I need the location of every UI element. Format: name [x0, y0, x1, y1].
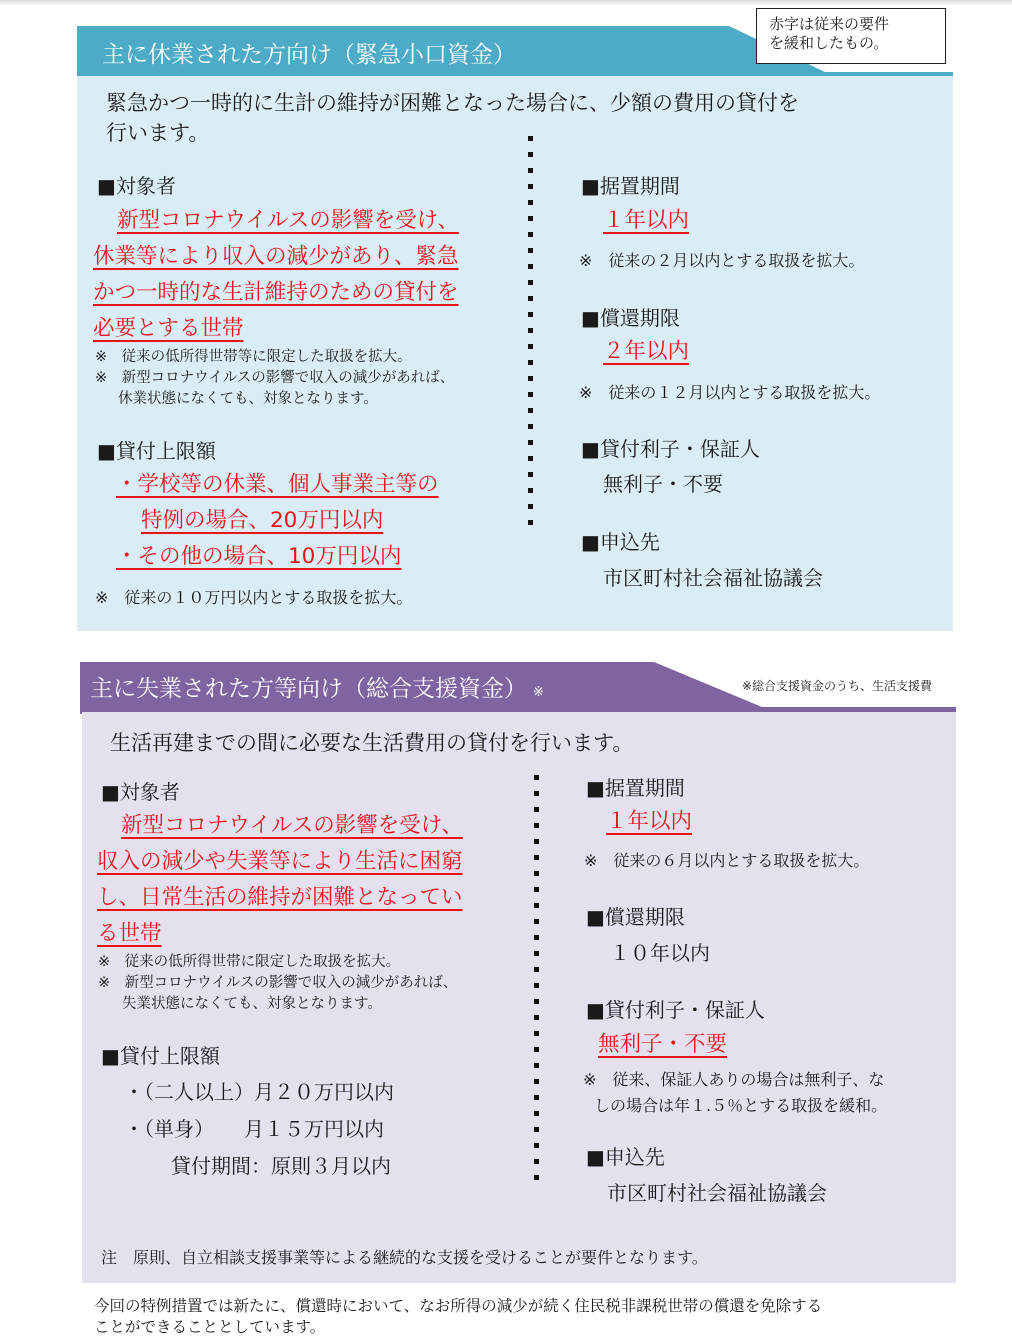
section1-apply-value: 市区町村社会福祉協議会 [603, 566, 823, 590]
section2-interest-value: 無利子・不要 [598, 1032, 728, 1057]
section2-limit-line: ・（二人以上）月２０万円以内 [124, 1080, 394, 1104]
section2-interest-note: しの場合は年１.５％とする取扱を緩和。 [594, 1096, 888, 1115]
section1-repayment-note: ※ 従来の１２月以内とする取扱を拡大。 [579, 383, 881, 402]
section2-interest-note: ※ 従来、保証人ありの場合は無利子、な [583, 1070, 885, 1089]
legend-note-line2: を緩和したもの。 [769, 34, 889, 52]
section2-target-note: 失業状態になくても、対象となります。 [122, 996, 382, 1012]
section2-target-line: 新型コロナウイルスの影響を受け、 [121, 813, 463, 838]
section2-deferment-value: １年以内 [606, 809, 693, 834]
section1-limit-line: 特例の場合、20万円以内 [141, 508, 384, 533]
section2-deferment-note: ※ 従来の６月以内とする取扱を拡大。 [584, 851, 870, 870]
section1-repayment-heading: ■償還期限 [581, 306, 680, 330]
bottom-note-line1: 今回の特例措置では新たに、償還時において、なお所得の減少が続く住民税非課税世帯の償還を免除する [94, 1297, 823, 1315]
section2-target-line: 収入の減少や失業等により生活に困窮 [97, 849, 463, 874]
section2-interest-heading: ■貸付利子・保証人 [586, 998, 765, 1022]
section2-target-note: ※ 新型コロナウイルスの影響で収入の減少があれば、 [98, 975, 458, 991]
section1-deferment-value: １年以内 [603, 208, 690, 233]
section1-interest-value: 無利子・不要 [603, 472, 723, 496]
section1-dotted-divider [528, 136, 533, 536]
section2-apply-heading: ■申込先 [586, 1145, 665, 1169]
section1-target-line: 休業等により収入の減少があり、緊急 [93, 244, 459, 269]
section1-target-note: ※ 新型コロナウイルスの影響で収入の減少があれば、 [95, 370, 455, 386]
section2-repayment-heading: ■償還期限 [586, 905, 685, 929]
section2-limit-heading: ■貸付上限額 [101, 1044, 220, 1068]
section1-limit-line: ・学校等の休業、個人事業主等の [116, 472, 439, 497]
section1-target-note: ※ 従来の低所得世帯等に限定した取扱を拡大。 [95, 349, 412, 365]
legend-note-line1: 赤字は従来の要件 [769, 15, 890, 33]
section2-target-heading: ■対象者 [101, 780, 180, 804]
top-edge-shadow [0, 0, 1012, 6]
section1-deferment-heading: ■据置期間 [581, 174, 680, 198]
section2-footnote: 注 原則、自立相談支援事業等による継続的な支援を受けることが要件となります。 [101, 1248, 708, 1267]
section2-apply-value: 市区町村社会福祉協議会 [607, 1181, 827, 1205]
section1-lead-line1: 緊急かつ一時的に生計の維持が困難となった場合に、少額の費用の貸付を [106, 91, 799, 115]
section2-dotted-divider [534, 775, 539, 1191]
section1-target-line: かつ一時的な生計維持のための貸付を [93, 280, 459, 305]
bottom-note [94, 1296, 822, 1338]
legend-note-box [756, 8, 946, 64]
section1-target-heading: ■対象者 [97, 174, 176, 198]
section1-title: 主に休業された方向け（緊急小口資金） [102, 42, 516, 68]
section1-target-line: 新型コロナウイルスの影響を受け、 [117, 208, 459, 233]
section2-target-note: ※ 従来の低所得世帯に限定した取扱を拡大。 [98, 954, 401, 970]
section2-title [90, 670, 544, 703]
section1-target-line: 必要とする世帯 [93, 316, 244, 341]
section1-limit-note: ※ 従来の１０万円以内とする取扱を拡大。 [95, 588, 413, 607]
section1-target-note: 休業状態になくても、対象となります。 [118, 391, 378, 407]
section2-limit-line: 貸付期間：原則３月以内 [171, 1154, 391, 1178]
section2-deferment-heading: ■据置期間 [586, 776, 685, 800]
section1-limit-line: ・その他の場合、10万円以内 [116, 544, 402, 569]
section1-limit-heading: ■貸付上限額 [97, 439, 216, 463]
section1-interest-heading: ■貸付利子・保証人 [581, 437, 760, 461]
section1-deferment-note: ※ 従来の２月以内とする取扱を拡大。 [579, 251, 865, 270]
section1-repayment-value: ２年以内 [603, 339, 690, 364]
section2-title-mark: ※ [533, 685, 544, 700]
section2-repayment-value: １０年以内 [610, 941, 710, 965]
section1-apply-heading: ■申込先 [581, 530, 660, 554]
section1-lead-line2: 行います。 [106, 121, 210, 145]
section2-target-line: し、日常生活の維持が困難となってい [97, 885, 463, 910]
bottom-note-line2: ことができることとしています。 [94, 1318, 326, 1336]
section2-limit-line: ・（単身） 月１５万円以内 [124, 1117, 384, 1141]
section2-lead: 生活再建までの間に必要な生活費用の貸付を行います。 [110, 731, 634, 755]
section2-target-line: る世帯 [97, 921, 162, 946]
section2-title-text: 主に失業された方等向け（総合支援資金） [90, 676, 527, 702]
section2-side-note: ※総合支援資金のうち、生活支援費 [742, 679, 933, 693]
